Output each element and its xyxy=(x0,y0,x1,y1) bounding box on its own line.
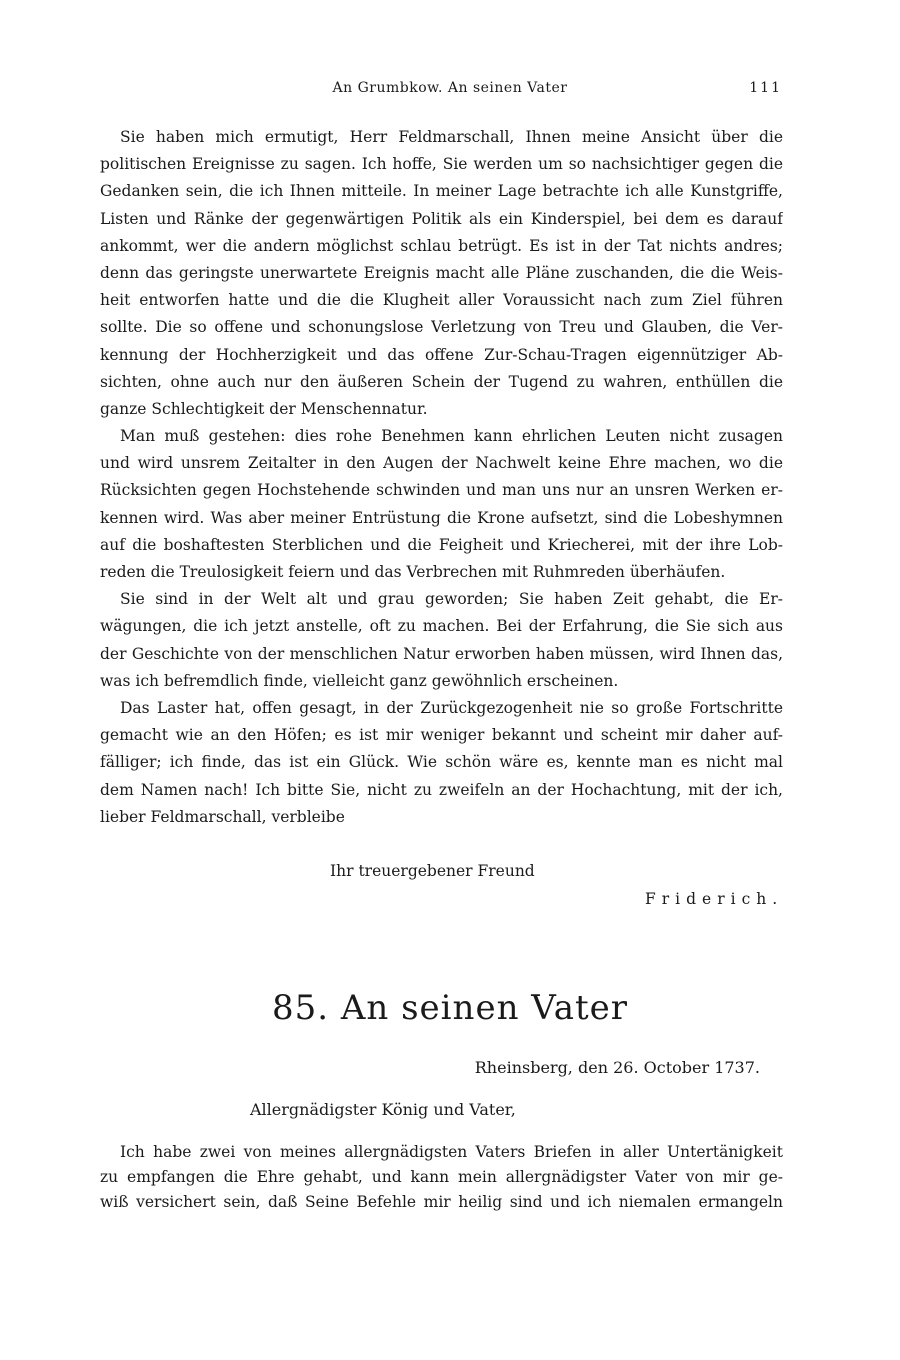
text-line: der Geschichte von der menschlichen Natur erworben haben müssen, wird Ihnen das, xyxy=(100,644,783,663)
text-line: reden die Treulosigkeit feiern und das Verbrechen mit Ruhmreden überhäufen. xyxy=(100,563,726,581)
text-line: Rücksichten gegen Hochstehende schwinden und man uns nur an unsren Werken er- xyxy=(100,481,783,500)
text-line: ganze Schlechtigkeit der Menschennatur. xyxy=(100,399,428,418)
text-line: kennen wird. Was aber meiner Entrüstung die Krone aufsetzt, sind die Lobeshymnen xyxy=(100,508,783,527)
text-line: wägungen, die ich jetzt anstelle, oft zu machen. Bei der Erfahrung, die Sie sich aus xyxy=(100,617,783,636)
text-line: Listen und Ränke der gegenwärtigen Politik als ein Kinderspiel, bei dem es darauf xyxy=(100,209,783,228)
text-line: sollte. Die so offene und schonungslose Verletzung von Treu und Glauben, die Ver- xyxy=(100,318,783,337)
page-number: 111 xyxy=(749,80,782,96)
text-line: was ich befremdlich finde, vielleicht ganz gewöhnlich erscheinen. xyxy=(100,671,619,690)
text-line: denn das geringste unerwartete Ereignis macht alle Pläne zuschanden, die die Weis- xyxy=(100,263,783,282)
text-line: Gedanken sein, die ich Ihnen mitteile. In meiner Lage betrachte ich alle Kunstgriffe, xyxy=(100,182,783,201)
text-line: heit entworfen hatte und die die Klugheit aller Voraussicht nach zum Ziel führen xyxy=(100,291,783,310)
salutation: Allergnädigster König und Vater, xyxy=(250,1100,516,1119)
text-line: gemacht wie an den Höfen; es ist mir weniger bekannt und scheint mir daher auf- xyxy=(100,726,783,745)
letter-heading: 85. An seinen Vater xyxy=(271,988,629,1028)
paragraph-3 xyxy=(100,586,783,695)
text-line: fälliger; ich finde, das ist ein Glück. Wie schön wäre es, kennte man es nicht mal xyxy=(100,753,783,772)
text-line: Sie haben mich ermutigt, Herr Feldmarschall, Ihnen meine Ansicht über die xyxy=(120,128,783,146)
text-line: kennung der Hochherzigkeit und das offene Zur-Schau-Tragen eigennütziger Ab- xyxy=(100,345,783,364)
text-line: ankommt, wer die andern möglichst schlau betrügt. Es ist in der Tat nichts andres; xyxy=(100,236,783,255)
text-line: wiß versichert sein, daß Seine Befehle mir heilig sind und ich niemalen ermangeln xyxy=(100,1193,783,1211)
paragraph-2 xyxy=(100,423,783,586)
running-title: An Grumbkow. An seinen Vater xyxy=(332,80,568,96)
dateline: Rheinsberg, den 26. October 1737. xyxy=(474,1058,760,1077)
paragraph-1 xyxy=(100,124,783,423)
text-line: auf die boshaftesten Sterblichen und die Feigheit und Kriecherei, mit der ihre Lob- xyxy=(100,535,783,554)
paragraph-4 xyxy=(100,695,783,831)
text-line: Das Laster hat, offen gesagt, in der Zurückgezogenheit nie so große Fortschritte xyxy=(120,698,783,717)
text-line: Ich habe zwei von meines allergnädigsten Vaters Briefen in aller Untertänigkeit xyxy=(120,1143,783,1161)
text-line: sichten, ohne auch nur den äußeren Schein der Tugend zu wahren, enthüllen die xyxy=(100,372,783,391)
text-line: Man muß gestehen: dies rohe Benehmen kann ehrlichen Leuten nicht zusagen xyxy=(120,427,783,446)
letter-two-body xyxy=(100,1140,783,1215)
text-line: lieber Feldmarschall, verbleibe xyxy=(100,807,345,826)
signature: Friderich. xyxy=(645,890,784,908)
letter-body xyxy=(100,124,783,831)
closing-phrase: Ihr treuergebener Freund xyxy=(330,862,535,880)
text-line: politischen Ereignisse zu sagen. Ich hoffe, Sie werden um so nachsichtiger gegen die xyxy=(100,155,783,174)
text-line: dem Namen nach! Ich bitte Sie, nicht zu zweifeln an der Hochachtung, mit der ich, xyxy=(100,780,783,799)
text-line: zu empfangen die Ehre gehabt, und kann mein allergnädigster Vater von mir ge- xyxy=(100,1168,783,1186)
text-line: und wird unsrem Zeitalter in den Augen der Nachwelt keine Ehre machen, wo die xyxy=(100,454,783,473)
text-line: Sie sind in der Welt alt und grau geworden; Sie haben Zeit gehabt, die Er- xyxy=(120,590,783,609)
running-head xyxy=(0,78,900,100)
